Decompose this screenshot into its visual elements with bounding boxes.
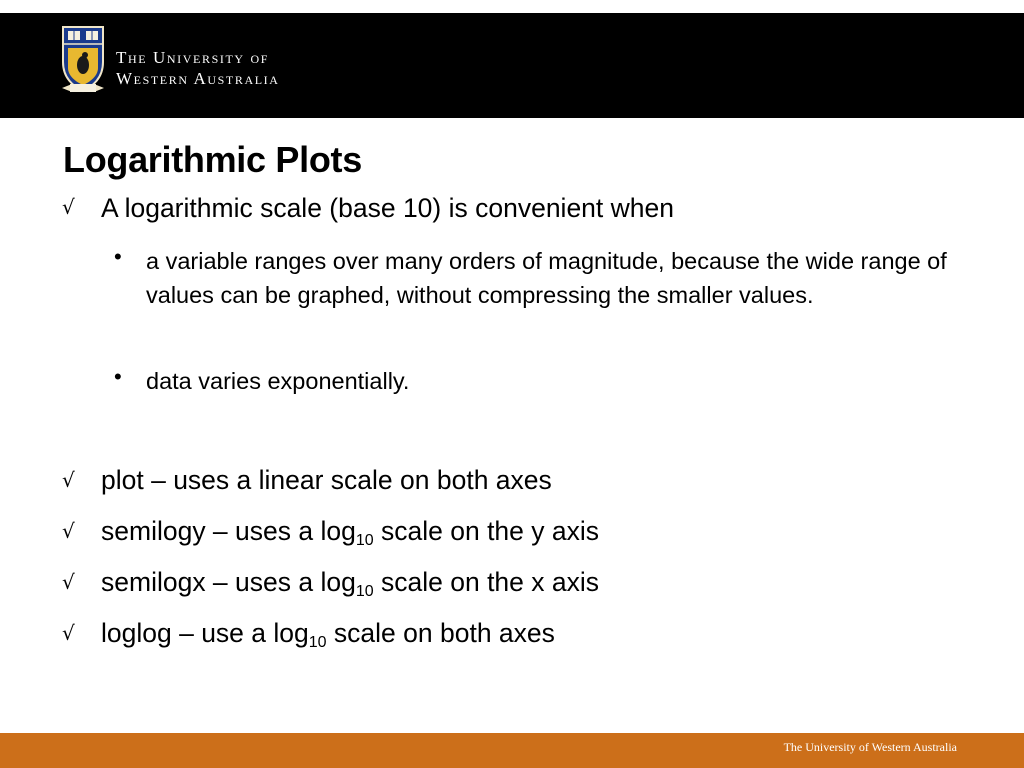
dot-bullet-icon: • bbox=[114, 364, 122, 389]
check-bullet-icon: √ bbox=[62, 519, 75, 543]
slide-title: Logarithmic Plots bbox=[63, 139, 362, 180]
footer-text: The University of Western Australia bbox=[783, 740, 957, 754]
function-text-rest: scale on both axes bbox=[326, 618, 555, 648]
function-text: plot – uses a linear scale on both axes bbox=[101, 465, 552, 495]
function-plot-text bbox=[101, 464, 552, 496]
function-text-rest: scale on the y axis bbox=[373, 516, 600, 546]
top-strip bbox=[0, 0, 1024, 13]
intro-text: A logarithmic scale (base 10) is convenient when bbox=[101, 193, 674, 223]
check-bullet-icon: √ bbox=[62, 621, 75, 645]
function-text: semilogy – uses a log bbox=[101, 516, 356, 546]
function-semilogx-text bbox=[101, 566, 599, 598]
university-name-line2: Western Australia bbox=[116, 69, 280, 88]
function-semilogy-text bbox=[101, 515, 599, 547]
check-bullet-icon: √ bbox=[62, 468, 75, 492]
dot-bullet-icon: • bbox=[114, 244, 122, 269]
subscript: 10 bbox=[355, 583, 374, 600]
function-text: semilogx – uses a log bbox=[101, 567, 356, 597]
function-text: loglog – use a log bbox=[101, 618, 309, 648]
university-name-line1: The University of bbox=[116, 48, 270, 67]
subscript: 10 bbox=[308, 634, 327, 651]
sub-bullet-text: data varies exponentially. bbox=[146, 368, 410, 394]
university-crest-icon bbox=[60, 24, 106, 96]
function-loglog-text bbox=[101, 617, 555, 649]
function-text-rest: scale on the x axis bbox=[373, 567, 600, 597]
check-bullet-icon: √ bbox=[62, 195, 75, 219]
sub-bullet-text: a variable ranges over many orders of magnitude, because the wide range of values can be graphed, without compressing the smaller values. bbox=[146, 248, 947, 308]
university-name bbox=[116, 47, 280, 89]
footer-bar bbox=[0, 733, 1024, 768]
check-bullet-icon: √ bbox=[62, 570, 75, 594]
subscript: 10 bbox=[355, 532, 374, 549]
